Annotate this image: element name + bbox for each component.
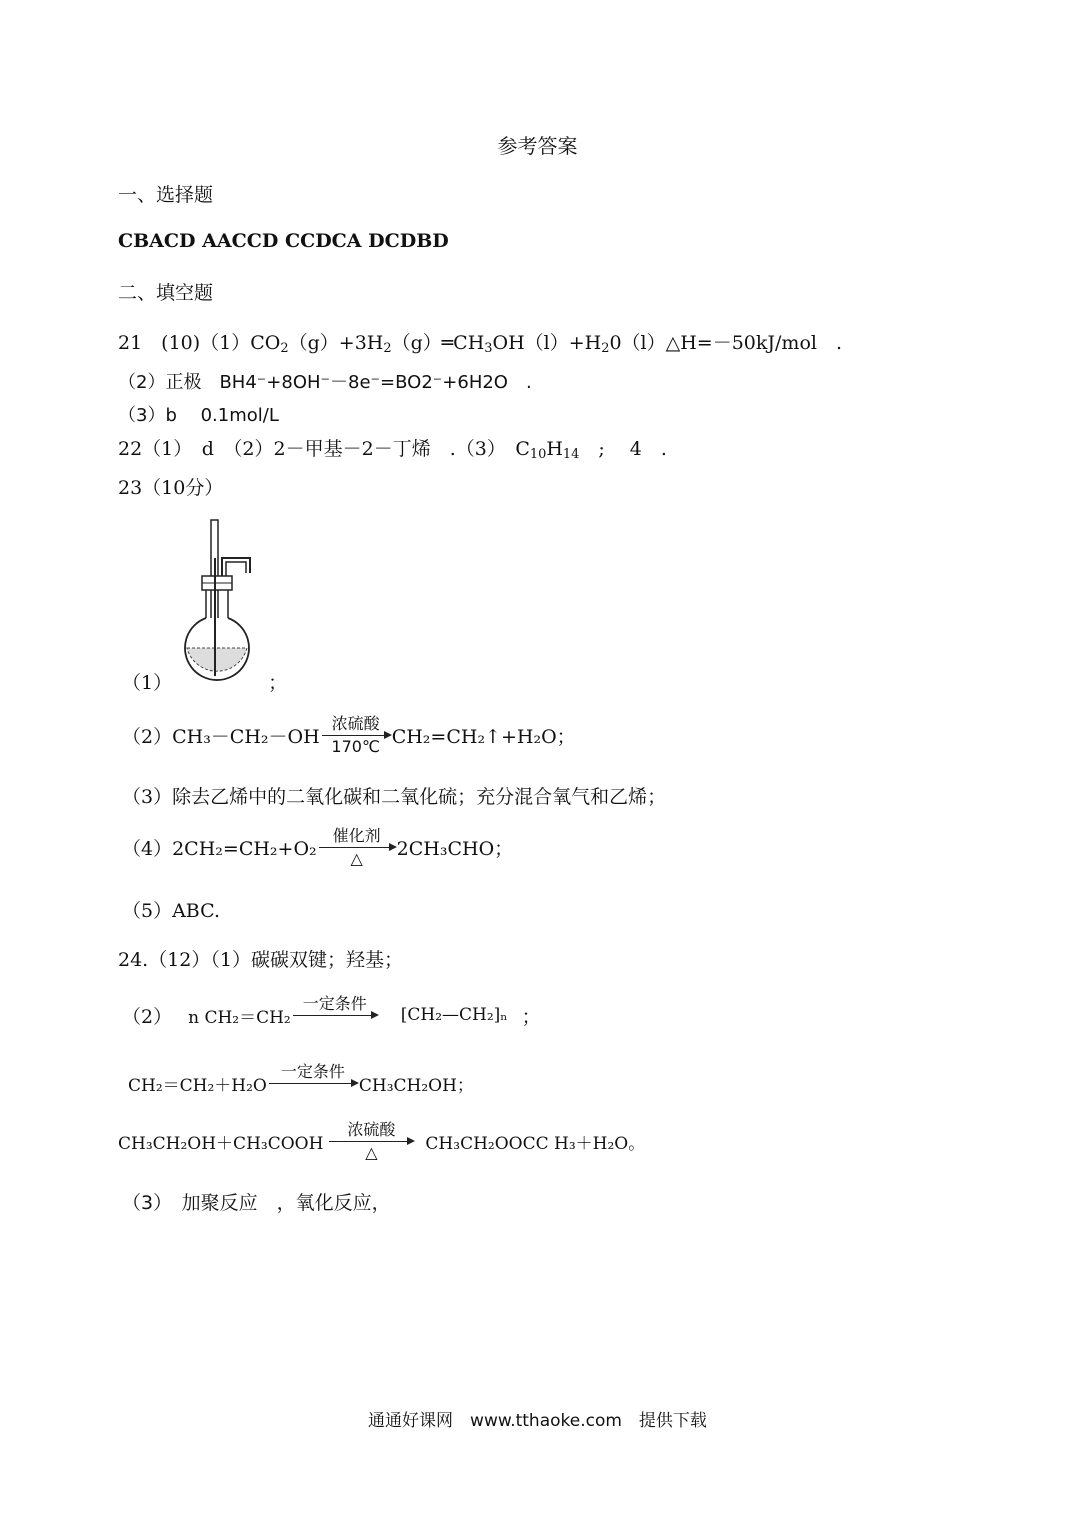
q24-header: 24.（12）（1）碳碳双键；羟基； — [118, 949, 403, 971]
page-title: 参考答案 — [497, 134, 578, 158]
q22-line: 22（1） d （2）2－甲基－2－丁烯 .（3） $C_{10}H_{14}$ ; 4 . — [118, 438, 667, 463]
q23-part3: （3）除去乙烯中的二氧化碳和二氧化硫；充分混合氧气和乙烯； — [122, 786, 667, 808]
reaction-arrow: 一定条件 — [269, 1063, 357, 1104]
flask-apparatus-icon — [178, 518, 258, 690]
q23-part5: （5）ABC. — [122, 900, 221, 922]
q24-part2-eq1: （2） n CH₂＝CH₂ 一定条件 [CH₂—CH₂]ₙ ； — [122, 990, 541, 1040]
q24-part3: （3） 加聚反应 ，氧化反应， — [122, 1192, 391, 1214]
q23-part4: （4）2CH₂=CH₂+O₂ 催化剂 △ 2CH₃CHO； — [122, 825, 514, 868]
q23-header: 23（10分） — [118, 477, 224, 499]
q24-eq2: CH₂＝CH₂＋H₂O 一定条件 CH₃CH₂OH； — [128, 1058, 474, 1108]
q24-eq3: CH₃CH₂OH＋CH₃COOH 浓硫酸 △ CH₃CH₂OOCC H₃＋H₂O。 — [118, 1119, 646, 1162]
q21-line2: （2）正极 BH4⁻+8OH⁻－8e⁻=BO2⁻+6H2O . — [118, 372, 532, 393]
q23-part1: （1） ； — [122, 672, 288, 694]
reaction-arrow: 浓硫酸 170℃ — [322, 715, 390, 756]
reaction-arrow: 浓硫酸 △ — [329, 1121, 413, 1162]
section-1-heading: 一、选择题 — [118, 184, 214, 206]
footer-text: 通通好课网 www.tthaoke.com 提供下载 — [368, 1411, 707, 1431]
reaction-arrow: 一定条件 — [293, 995, 377, 1036]
reaction-arrow: 催化剂 △ — [319, 827, 395, 868]
q21-line3: （3）b 0.1mol/L — [118, 405, 279, 426]
q21-line1: 21 $(10)(1)CO_2(g)+3H_2(g)═CH_3OH(l)+H_20(l)\triangle H=-50kJ$/mol . — [118, 332, 842, 357]
section-2-heading: 二、填空题 — [118, 282, 214, 304]
q23-part2: （2）CH₃－CH₂－OH 浓硫酸 170℃ CH₂=CH₂↑+H₂O； — [122, 713, 576, 756]
choice-answers: CBACD AACCD CCDCA DCDBD — [118, 230, 449, 252]
